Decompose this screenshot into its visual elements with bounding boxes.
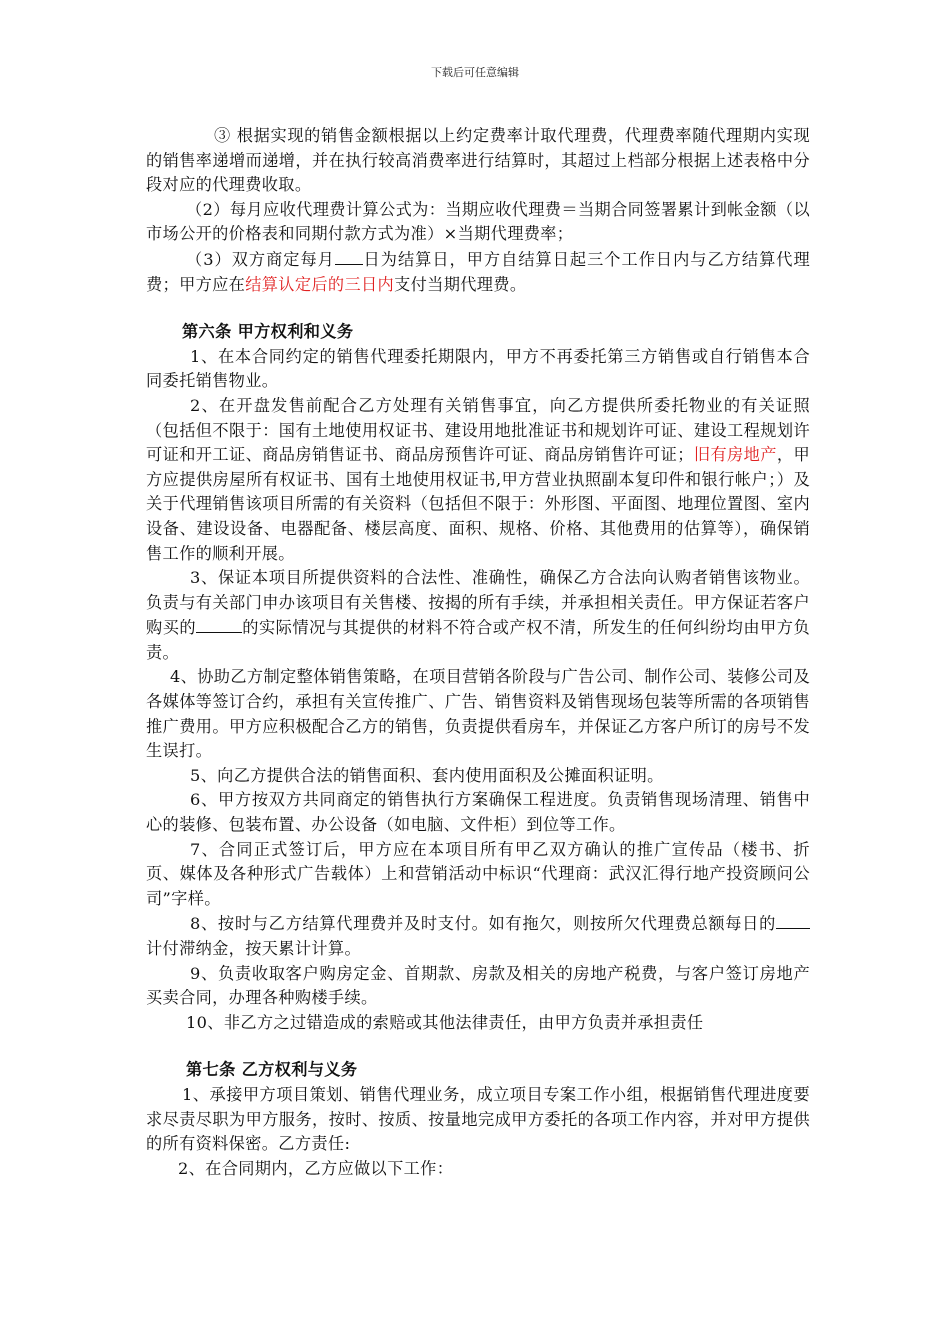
clause-5-3-text-b: 日为结算日，甲方自结算日起三个工作日内与乙方结算代理费；甲方应在 [146, 249, 810, 294]
purchase-blank [196, 615, 242, 633]
clause-5-2: （2）每月应收代理费计算公式为：当期应收代理费＝当期合同签署累计到帐金额（以市场公开的价格表和同期付款方式为准）×当期代理费率； [146, 199, 810, 244]
article-6-item-8-text-b: 计付滞纳金，按天累计计算。 [146, 939, 361, 958]
clause-5-1-3: ③ 根据实现的销售金额根据以上约定费率计取代理费，代理费率随代理期内实现的销售率递增而递增，并在执行较高消费率进行结算时，其超过上档部分根据上述表格中分段对应的代理费收取。 [146, 126, 810, 195]
clause-5-3-highlight: 结算认定后的三日内 [245, 274, 395, 294]
article-6-item-7: 7、合同正式签订后，甲方应在本项目所有甲乙双方确认的推广宣传品（楼书、折页、媒体及各种形式广告载体）上和营销活动中标识“代理商：武汉汇得行地产投资顾问公司”字样。 [146, 839, 810, 908]
article-7-item-2: 2、在合同期内，乙方应做以下工作： [178, 1158, 454, 1178]
clause-5-3 [146, 247, 810, 297]
article-6-item-8 [146, 911, 810, 961]
article-6-item-9: 9、负责收取客户购房定金、首期款、房款及相关的房地产税费，与客户签订房地产买卖合同，办理各种购楼手续。 [146, 963, 810, 1008]
article-6-item-1: 1、在本合同约定的销售代理委托期限内，甲方不再委托第三方销售或自行销售本合同委托销售物业。 [146, 346, 810, 391]
article-6-item-3 [146, 566, 810, 665]
article-6-item-10: 10、非乙方之过错造成的索赔或其他法律责任，由甲方负责并承担责任 [186, 1012, 704, 1032]
article-6-item-3-text-a: 3、保证本项目所提供资料的合法性、准确性，确保乙方合法向认购者销售该物业。负责与有关部门申办该项目有关售楼、按揭的所有手续，并承担相关责任。甲方保证若客户购买的 [146, 568, 810, 638]
article-6-item-8-text-a: 8、按时与乙方结算代理费并及时支付。如有拖欠，则按所欠代理费总额每日的 [190, 914, 776, 934]
article-6-item-2-text-a: 2、在开盘发售前配合乙方处理有关销售事宜，向乙方提供所委托物业的有关证照（包括但不限于：国有土地使用权证书、建设用地批准证书和规划许可证、建设工程规划许可证和开工证、商品房销售证书、商品房预售许可证、商品房销售许可证； [146, 395, 810, 465]
article-6-item-5: 5、向乙方提供合法的销售面积、套内使用面积及公摊面积证明。 [190, 765, 664, 785]
late-fee-blank [776, 911, 810, 929]
settlement-day-blank [335, 247, 363, 265]
clause-5-3-text-a: （3）双方商定每月 [186, 249, 335, 269]
article-6-item-2 [146, 394, 810, 566]
clause-5-3-text-end: 支付当期代理费。 [394, 274, 527, 294]
page-header: 下载后可任意编辑 [431, 66, 519, 79]
article-7-title: 第七条 乙方权利与义务 [186, 1060, 358, 1080]
article-6-item-2-text-b: ，甲方应提供房屋所有权证书、国有土地使用权证书,甲方营业执照副本复印件和银行帐户；）及关于代理销售该项目所需的有关资料（包括但不限于：外形图、平面图、地理位置图、室内设备、建设设备、电器配备、楼层高度、面积、规格、价格、其他费用的估算等），确保销售工作的顺利开展。 [146, 445, 810, 563]
article-6-item-6: 6、甲方按双方共同商定的销售执行方案确保工程进度。负责销售现场清理、销售中心的装修、包装布置、办公设备（如电脑、文件柜）到位等工作。 [146, 790, 810, 835]
document-body [146, 124, 810, 1181]
article-7-item-1: 1、承接甲方项目策划、销售代理业务，成立项目专案工作小组，根据销售代理进度要求尽责尽职为甲方服务，按时、按质、按量地完成甲方委托的各项工作内容，并对甲方提供的所有资料保密。乙方责任: [146, 1084, 810, 1154]
article-6-title: 第六条 甲方权利和义务 [182, 322, 354, 342]
article-6-item-3-text-b: 的实际情况与其提供的材料不符合或产权不清，所发生的任何纠纷均由甲方负责。 [146, 618, 810, 662]
article-6-item-2-highlight: 旧有房地产 [693, 445, 777, 465]
article-6-item-4: 4、协助乙方制定整体销售策略，在项目营销各阶段与广告公司、制作公司、装修公司及各媒体等签订合约，承担有关宣传推广、广告、销售资料及销售现场包装等所需的各项销售推广费用。甲方应积极配合乙方的销售，负责提供看房车，并保证乙方客户所订的房号不发生误打。 [146, 667, 810, 761]
